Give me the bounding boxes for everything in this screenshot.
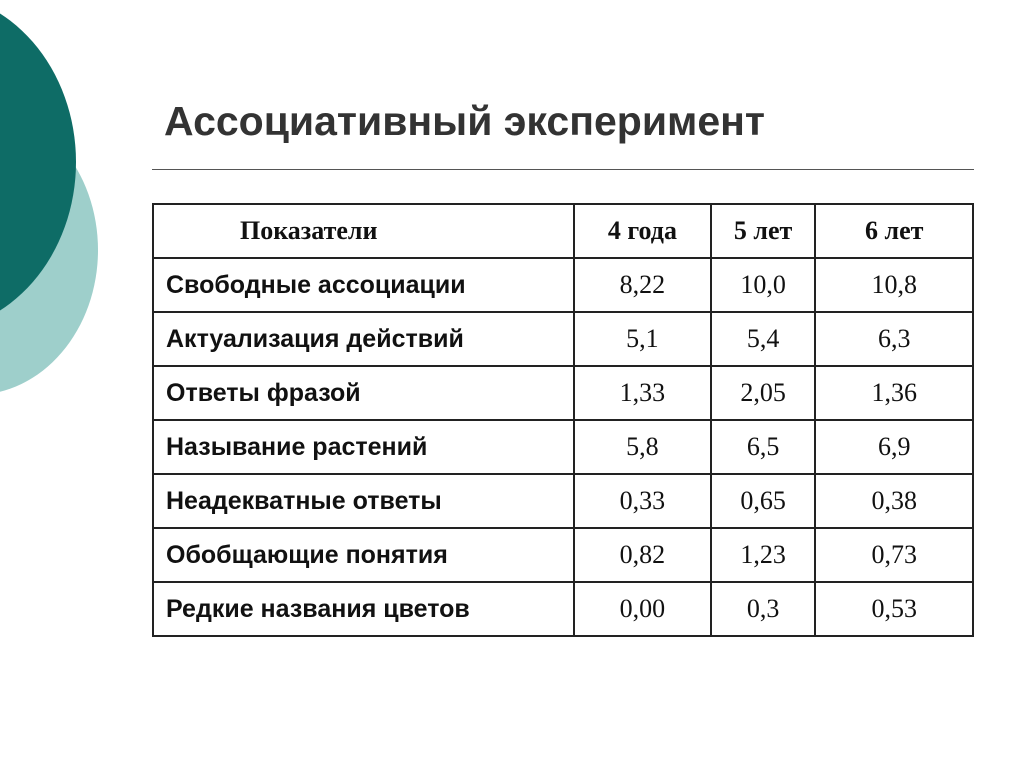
table-cell: 0,38 (815, 474, 973, 528)
row-label: Свободные ассоциации (153, 258, 574, 312)
table-cell: 0,33 (574, 474, 711, 528)
table-cell: 6,9 (815, 420, 973, 474)
table-cell: 5,8 (574, 420, 711, 474)
row-label: Неадекватные ответы (153, 474, 574, 528)
column-header-age-5: 5 лет (711, 204, 816, 258)
table-cell: 8,22 (574, 258, 711, 312)
table-cell: 0,73 (815, 528, 973, 582)
data-table (152, 203, 974, 637)
table-cell: 5,1 (574, 312, 711, 366)
table-cell: 2,05 (711, 366, 816, 420)
row-label: Ответы фразой (153, 366, 574, 420)
table-row (153, 582, 973, 636)
table-header-row (153, 204, 973, 258)
table-cell: 1,33 (574, 366, 711, 420)
row-label: Обобщающие понятия (153, 528, 574, 582)
table-cell: 6,5 (711, 420, 816, 474)
table-cell: 10,0 (711, 258, 816, 312)
title-divider (152, 169, 974, 170)
table-row (153, 420, 973, 474)
table-cell: 0,00 (574, 582, 711, 636)
slide-title: Ассоциативный эксперимент (164, 98, 766, 144)
row-label: Актуализация действий (153, 312, 574, 366)
table-cell: 5,4 (711, 312, 816, 366)
column-header-indicators: Показатели (153, 204, 574, 258)
table-cell: 1,23 (711, 528, 816, 582)
table-row (153, 528, 973, 582)
table-cell: 0,53 (815, 582, 973, 636)
table-cell: 10,8 (815, 258, 973, 312)
table-row (153, 312, 973, 366)
column-header-age-4: 4 года (574, 204, 711, 258)
table-cell: 6,3 (815, 312, 973, 366)
table-cell: 0,82 (574, 528, 711, 582)
column-header-age-6: 6 лет (815, 204, 973, 258)
table-cell: 0,65 (711, 474, 816, 528)
row-label: Называние растений (153, 420, 574, 474)
table-row (153, 366, 973, 420)
table-cell: 0,3 (711, 582, 816, 636)
table-cell: 1,36 (815, 366, 973, 420)
table-row (153, 258, 973, 312)
row-label: Редкие названия цветов (153, 582, 574, 636)
table-row (153, 474, 973, 528)
